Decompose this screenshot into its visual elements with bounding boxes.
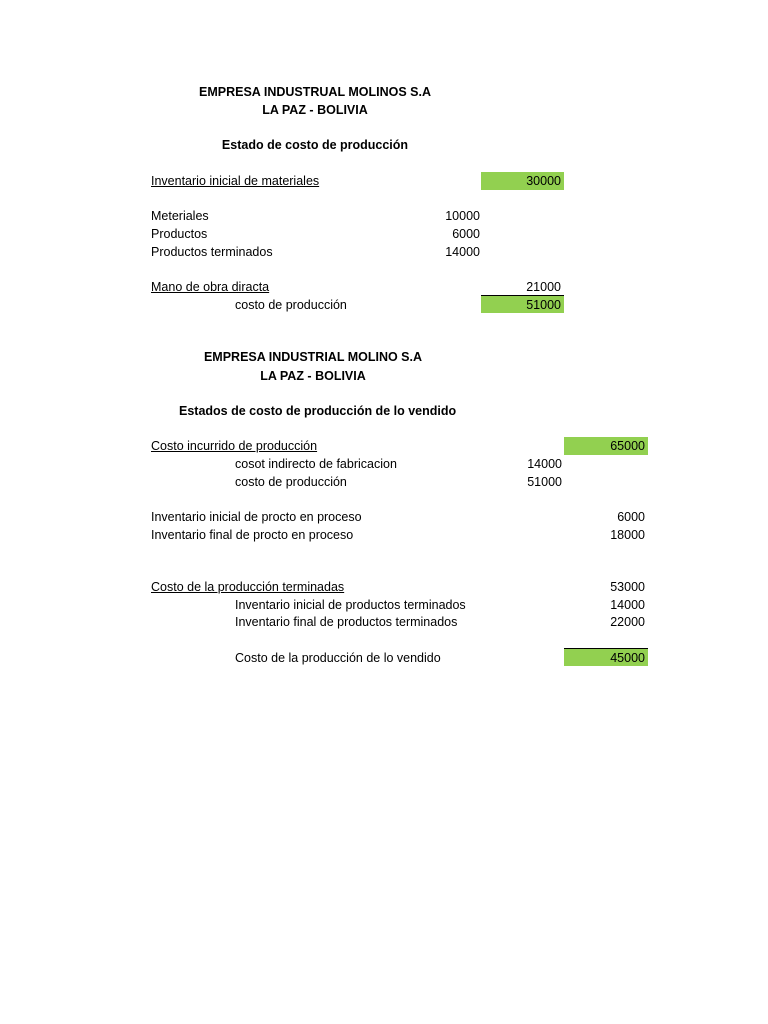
- opening-inventory-value: 30000: [481, 172, 564, 190]
- company-name-2: EMPRESA INDUSTRIAL MOLINO S.A: [203, 350, 423, 364]
- finished-cost-value: 53000: [610, 580, 645, 594]
- location-1: LA PAZ - BOLIVIA: [262, 103, 368, 117]
- item-label: Productos: [151, 227, 208, 241]
- wip-value: 18000: [610, 528, 645, 542]
- cost-of-sold-label: Costo de la producción de lo vendido: [235, 651, 441, 665]
- finished-item-value: 22000: [610, 615, 645, 629]
- incurred-item-label: cosot indirecto de fabricacion: [235, 457, 397, 471]
- location-2: LA PAZ - BOLIVIA: [260, 369, 366, 383]
- statement-title-1: Estado de costo de producción: [221, 138, 409, 152]
- incurred-item-value: 14000: [527, 457, 562, 471]
- finished-item-value: 14000: [610, 598, 645, 612]
- company-name-1: EMPRESA INDUSTRUAL MOLINOS S.A: [199, 85, 431, 99]
- statement-title-2: Estados de costo de producción de lo vendido: [179, 404, 457, 418]
- incurred-item-label: costo de producción: [235, 475, 347, 489]
- production-cost-value: 51000: [481, 295, 564, 313]
- item-value: 6000: [452, 227, 480, 241]
- wip-value: 6000: [617, 510, 645, 524]
- production-cost-label: costo de producción: [235, 298, 347, 312]
- incurred-cost-label: Costo incurrido de producción: [151, 439, 318, 453]
- wip-label: Inventario inicial de procto en proceso: [151, 510, 362, 524]
- labor-label: Mano de obra diracta: [151, 280, 270, 294]
- wip-label: Inventario final de procto en proceso: [151, 528, 354, 542]
- incurred-cost-value: 65000: [564, 437, 648, 455]
- cost-of-sold-value: 45000: [564, 648, 648, 666]
- labor-value: 21000: [526, 280, 561, 294]
- finished-cost-label: Costo de la producción terminadas: [151, 580, 345, 594]
- item-label: Productos terminados: [151, 245, 273, 259]
- incurred-item-value: 51000: [527, 475, 562, 489]
- finished-item-label: Inventario inicial de productos terminados: [235, 598, 466, 612]
- item-value: 14000: [445, 245, 480, 259]
- opening-inventory-label: Inventario inicial de materiales: [151, 174, 320, 188]
- finished-item-label: Inventario final de productos terminados: [235, 615, 458, 629]
- item-value: 10000: [445, 209, 480, 223]
- item-label: Meteriales: [151, 209, 209, 223]
